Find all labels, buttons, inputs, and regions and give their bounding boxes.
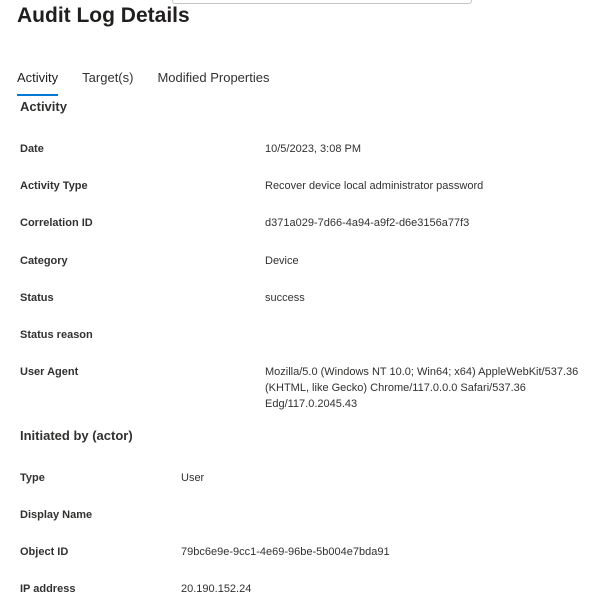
detail-value: 10/5/2023, 3:08 PM bbox=[265, 143, 362, 155]
detail-label: IP address bbox=[20, 583, 76, 595]
detail-label: Status reason bbox=[20, 329, 93, 341]
page-title: Audit Log Details bbox=[17, 4, 190, 27]
actor-section-heading: Initiated by (actor) bbox=[20, 428, 133, 443]
detail-label: Type bbox=[20, 472, 45, 484]
activity-section-heading: Activity bbox=[20, 99, 67, 114]
tab-list bbox=[17, 70, 293, 96]
detail-label: User Agent bbox=[20, 366, 79, 378]
search-box-edge bbox=[172, 0, 472, 4]
user-agent-line: (KHTML, like Gecko) Chrome/117.0.0.0 Safari/537.36 bbox=[265, 382, 526, 394]
tab-activity[interactable]: Activity bbox=[17, 70, 58, 96]
detail-value: 20.190.152.24 bbox=[181, 583, 252, 595]
detail-value: d371a029-7d66-4a94-a9f2-d6e3156a77f3 bbox=[265, 217, 470, 229]
detail-value: User bbox=[181, 472, 205, 484]
user-agent-line: Edg/117.0.2045.43 bbox=[265, 398, 358, 410]
detail-label: Object ID bbox=[20, 546, 69, 558]
detail-label: Date bbox=[20, 143, 44, 155]
detail-value: Device bbox=[265, 255, 299, 267]
detail-label: Display Name bbox=[20, 509, 93, 521]
detail-label: Activity Type bbox=[20, 180, 88, 192]
detail-label: Category bbox=[20, 255, 68, 267]
detail-value: Recover device local administrator password bbox=[265, 180, 484, 192]
user-agent-line: Mozilla/5.0 (Windows NT 10.0; Win64; x64) AppleWebKit/537.36 bbox=[265, 366, 579, 378]
user-agent-value bbox=[265, 364, 605, 412]
detail-value: success bbox=[265, 292, 305, 304]
tab-targets[interactable]: Target(s) bbox=[82, 70, 134, 85]
tab-modified-properties[interactable]: Modified Properties bbox=[157, 70, 270, 85]
detail-label: Correlation ID bbox=[20, 217, 93, 229]
detail-value: 79bc6e9e-9cc1-4e69-96be-5b004e7bda91 bbox=[181, 546, 390, 558]
detail-label: Status bbox=[20, 292, 54, 304]
